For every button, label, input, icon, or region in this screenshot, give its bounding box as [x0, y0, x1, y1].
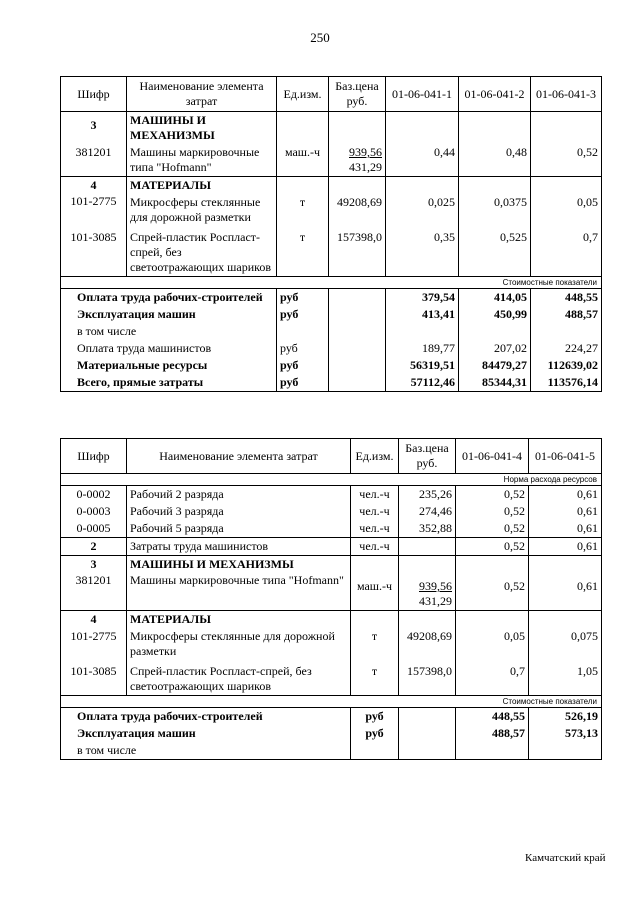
row-unit: чел.-ч: [351, 486, 399, 504]
total-row: [61, 289, 602, 307]
price-secondary: 431,29: [349, 160, 382, 174]
header-col-2: 01-06-041-2: [459, 77, 531, 112]
row-value-1: 0,44: [386, 144, 459, 177]
total-unit: руб: [277, 306, 329, 323]
row-value-5: 0,61: [529, 503, 602, 520]
row-unit: маш.-ч: [351, 573, 399, 611]
row-name: Микросферы стеклянные для дорожной разметки: [127, 194, 277, 226]
row-price: 157398,0: [329, 226, 386, 277]
total-value-3: 488,57: [531, 306, 602, 323]
total-row: [61, 357, 602, 374]
table-row: [61, 628, 602, 660]
section-code: 2: [61, 538, 127, 556]
cost-indicators-label: Стоимостные показатели: [61, 277, 602, 289]
header-code: Шифр: [61, 439, 127, 474]
total-value-4: 488,57: [456, 725, 529, 742]
row-value-5: 0,075: [529, 628, 602, 660]
row-price: 49208,69: [399, 628, 456, 660]
total-value-2: 414,05: [459, 289, 531, 307]
row-name: Машины маркировочные типа "Hofmann": [127, 573, 351, 611]
total-value-2: 84479,27: [459, 357, 531, 374]
table-header-row: [61, 439, 602, 474]
price-primary: 939,56: [349, 145, 382, 159]
section-name: МАТЕРИАЛЫ: [127, 177, 277, 195]
row-name: Рабочий 2 разряда: [127, 486, 351, 504]
row-value-3: 0,05: [531, 194, 602, 226]
total-value-3: 448,55: [531, 289, 602, 307]
section-row: [61, 556, 602, 574]
total-value-1: 189,77: [386, 340, 459, 357]
row-unit: чел.-ч: [351, 503, 399, 520]
total-value-2: 207,02: [459, 340, 531, 357]
row-name: Спрей-пластик Роспласт-спрей, без светоотражающих шариков: [127, 226, 277, 277]
total-value-1: 57112,46: [386, 374, 459, 392]
total-unit: руб: [277, 340, 329, 357]
row-value-4: 0,52: [456, 573, 529, 611]
resource-table-1: [60, 76, 602, 392]
header-col-4: 01-06-041-4: [456, 439, 529, 474]
section-name: Затраты труда машинистов: [127, 538, 351, 556]
section-name: МАШИНЫ И МЕХАНИЗМЫ: [127, 112, 277, 145]
section-code: 4: [61, 611, 127, 629]
total-value-5: 573,13: [529, 725, 602, 742]
page-number: 250: [310, 30, 330, 45]
row-unit: т: [277, 194, 329, 226]
header-name: Наименование элемента затрат: [127, 77, 277, 112]
total-value-3: 224,27: [531, 340, 602, 357]
row-value-4: 0,05: [456, 628, 529, 660]
row-unit: т: [351, 660, 399, 696]
total-unit: руб: [277, 357, 329, 374]
row-code: 101-3085: [61, 660, 127, 696]
row-code: 0-0003: [61, 503, 127, 520]
footer-region: Камчатский край: [525, 852, 606, 864]
row-price: 352,88: [399, 520, 456, 538]
total-value-2: 450,99: [459, 306, 531, 323]
total-unit: руб: [351, 725, 399, 742]
table-row: [61, 194, 602, 226]
row-price: 157398,0: [399, 660, 456, 696]
row-code: 101-2775: [61, 194, 127, 226]
header-unit: Ед.изм.: [277, 77, 329, 112]
row-code: 0-0002: [61, 486, 127, 504]
norm-label: Норма расхода ресурсов: [61, 474, 602, 486]
row-unit: чел.-ч: [351, 538, 399, 556]
row-value-2: 0,525: [459, 226, 531, 277]
row-price: [329, 144, 386, 177]
total-name: Эксплуатация машин: [61, 725, 351, 742]
row-unit: т: [351, 628, 399, 660]
cost-indicators-row: [61, 277, 602, 289]
table-row: [61, 503, 602, 520]
row-value-5: 0,61: [529, 520, 602, 538]
header-col-1: 01-06-041-1: [386, 77, 459, 112]
row-price: 235,26: [399, 486, 456, 504]
section-row: [61, 538, 602, 556]
row-code: 101-2775: [61, 628, 127, 660]
total-value-4: 448,55: [456, 708, 529, 726]
row-name: Машины маркировочные типа "Hofmann": [127, 144, 277, 177]
header-code: Шифр: [61, 77, 127, 112]
section-name: МАШИНЫ И МЕХАНИЗМЫ: [127, 556, 351, 574]
total-row: [61, 725, 602, 742]
row-value-1: 0,35: [386, 226, 459, 277]
header-col-5: 01-06-041-5: [529, 439, 602, 474]
total-name: Оплата труда рабочих-строителей: [61, 708, 351, 726]
total-value-2: 85344,31: [459, 374, 531, 392]
row-value-5: 0,61: [529, 573, 602, 611]
total-value-5: 526,19: [529, 708, 602, 726]
total-value-3: 112639,02: [531, 357, 602, 374]
price-primary: 939,56: [419, 579, 452, 593]
row-price: 49208,69: [329, 194, 386, 226]
total-name: в том числе: [61, 742, 351, 760]
row-unit: маш.-ч: [277, 144, 329, 177]
table-row: [61, 660, 602, 696]
total-row: [61, 374, 602, 392]
total-value-1: 379,54: [386, 289, 459, 307]
row-value-5: 0,61: [529, 538, 602, 556]
total-unit: руб: [277, 374, 329, 392]
row-value-5: 0,61: [529, 486, 602, 504]
table-row: [61, 573, 602, 611]
row-unit: т: [277, 226, 329, 277]
row-code: 0-0005: [61, 520, 127, 538]
section-row: [61, 177, 602, 195]
total-name: Оплата труда машинистов: [61, 340, 277, 357]
total-name: Материальные ресурсы: [61, 357, 277, 374]
total-row: [61, 323, 602, 340]
total-name: Оплата труда рабочих-строителей: [61, 289, 277, 307]
table-row: [61, 486, 602, 504]
header-base-price: Баз.цена руб.: [329, 77, 386, 112]
row-price: [399, 573, 456, 611]
total-value-1: 413,41: [386, 306, 459, 323]
total-name: Всего, прямые затраты: [61, 374, 277, 392]
header-base-price: Баз.цена руб.: [399, 439, 456, 474]
norm-label-row: [61, 474, 602, 486]
table-row: [61, 144, 602, 177]
row-name: Рабочий 5 разряда: [127, 520, 351, 538]
header-unit: Ед.изм.: [351, 439, 399, 474]
header-col-3: 01-06-041-3: [531, 77, 602, 112]
row-unit: чел.-ч: [351, 520, 399, 538]
row-value-4: 0,52: [456, 520, 529, 538]
total-row: [61, 340, 602, 357]
total-name: Эксплуатация машин: [61, 306, 277, 323]
row-name: Спрей-пластик Роспласт-спрей, без светоотражающих шариков: [127, 660, 351, 696]
table-row: [61, 226, 602, 277]
row-name: Микросферы стеклянные для дорожной разметки: [127, 628, 351, 660]
total-row: [61, 708, 602, 726]
table-row: [61, 520, 602, 538]
header-name: Наименование элемента затрат: [127, 439, 351, 474]
row-code: 381201: [61, 573, 127, 611]
total-row: [61, 306, 602, 323]
table-header-row: [61, 77, 602, 112]
section-code: 3: [61, 112, 127, 145]
row-value-4: 0,7: [456, 660, 529, 696]
row-code: 101-3085: [61, 226, 127, 277]
row-value-2: 0,0375: [459, 194, 531, 226]
cost-indicators-row: [61, 696, 602, 708]
resource-table-2: [60, 438, 602, 760]
row-value-1: 0,025: [386, 194, 459, 226]
section-code: 4: [61, 177, 127, 195]
row-name: Рабочий 3 разряда: [127, 503, 351, 520]
row-value-5: 1,05: [529, 660, 602, 696]
total-value-1: 56319,51: [386, 357, 459, 374]
section-row: [61, 611, 602, 629]
row-value-4: 0,52: [456, 503, 529, 520]
row-value-4: 0,52: [456, 538, 529, 556]
total-value-3: 113576,14: [531, 374, 602, 392]
row-price: 274,46: [399, 503, 456, 520]
total-name: в том числе: [61, 323, 277, 340]
row-value-2: 0,48: [459, 144, 531, 177]
price-secondary: 431,29: [419, 594, 452, 608]
row-value-4: 0,52: [456, 486, 529, 504]
cost-indicators-label: Стоимостные показатели: [61, 696, 602, 708]
row-code: 381201: [61, 144, 127, 177]
total-unit: руб: [277, 289, 329, 307]
total-unit: руб: [351, 708, 399, 726]
section-code: 3: [61, 556, 127, 574]
section-row: [61, 112, 602, 145]
section-name: МАТЕРИАЛЫ: [127, 611, 351, 629]
row-value-3: 0,52: [531, 144, 602, 177]
row-value-3: 0,7: [531, 226, 602, 277]
total-row: [61, 742, 602, 760]
